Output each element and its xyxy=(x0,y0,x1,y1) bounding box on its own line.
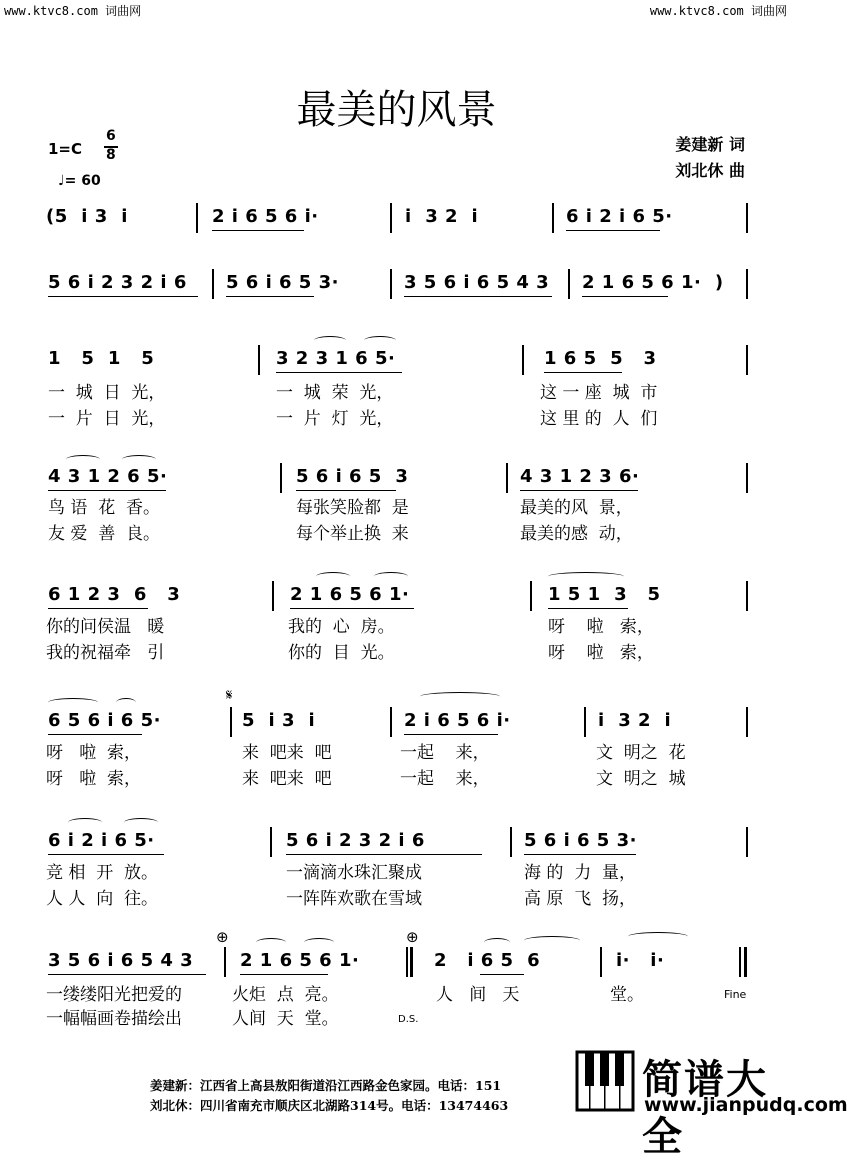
lyric: 你的 目 光。 xyxy=(288,643,395,663)
measure: i 3 2 i xyxy=(598,710,672,731)
beam-line xyxy=(48,854,164,855)
measure: 5 6 i 6 5 3· xyxy=(524,830,637,851)
site-watermark-right[interactable]: www.ktvc8.com 词曲网 xyxy=(649,4,787,18)
lyric: 这 一 座 城 市 xyxy=(540,383,658,403)
beam-line xyxy=(296,490,396,491)
beam-line xyxy=(544,372,622,373)
lyric: 呀 啦 索， xyxy=(46,743,142,763)
slur xyxy=(68,818,102,827)
lyric: 海 的 力 量， xyxy=(524,863,637,883)
site-watermark-left[interactable]: www.ktvc8.com 词曲网 xyxy=(4,4,142,18)
measure: 6 1 2 3 6 3 xyxy=(48,584,181,605)
lyric: 人 人 向 往。 xyxy=(46,889,159,909)
measure: 5 6 i 6 5 3 xyxy=(296,466,409,487)
measure: 3 5 6 i 6 5 4 3 xyxy=(404,272,550,293)
time-signature-bottom: 8 xyxy=(106,147,116,163)
slur xyxy=(374,572,408,581)
lyric: 我的祝福牵 引 xyxy=(46,643,165,663)
slur xyxy=(122,455,156,464)
measure: 2 1 6 5 6 1· xyxy=(240,950,360,971)
lyric: 这 里 的 人 们 xyxy=(540,409,658,429)
beam-line xyxy=(48,974,206,975)
measure: 2 1 6 5 6 1· ) xyxy=(582,272,724,293)
lyric: 最美的感 动， xyxy=(520,524,633,544)
bar-line xyxy=(746,203,748,233)
bar-line xyxy=(600,947,602,977)
slur xyxy=(364,336,396,345)
lyric: 一起 来， xyxy=(400,743,490,763)
lyric: 文 明之 城 xyxy=(596,769,686,789)
slur xyxy=(420,692,500,701)
lyric: 人间 天 堂。 xyxy=(232,1009,339,1029)
bar-line xyxy=(746,707,748,737)
beam-line xyxy=(48,734,142,735)
lyric: 你的问侯温 暖 xyxy=(46,617,165,637)
ds-mark: D.S. xyxy=(398,1014,419,1025)
tempo-marking: ♩= 60 xyxy=(58,173,101,189)
bar-line xyxy=(230,707,232,737)
bar-line xyxy=(746,269,748,299)
measure: 1 6 5 5 3 xyxy=(544,348,657,369)
slur xyxy=(316,572,350,581)
site-logo-name: 简谱大全 xyxy=(642,1057,768,1160)
beam-line xyxy=(548,608,628,609)
composer-credit: 刘北休 曲 xyxy=(675,161,745,180)
bar-line xyxy=(224,947,226,977)
lyric: 竞 相 开 放。 xyxy=(46,863,159,883)
beam-line xyxy=(566,230,660,231)
measure: i 3 2 i xyxy=(405,206,479,227)
bar-line xyxy=(390,269,392,299)
repeat-bar-line-thick xyxy=(410,947,413,977)
beam-line xyxy=(582,296,668,297)
lyric: 一起 来， xyxy=(400,769,490,789)
piano-logo-icon xyxy=(575,1050,635,1112)
lyric: 呀 啦 索， xyxy=(548,617,654,637)
bar-line xyxy=(530,581,532,611)
beam-line xyxy=(404,296,552,297)
beam-line xyxy=(286,854,482,855)
repeat-bar-line xyxy=(406,947,408,977)
beam-line xyxy=(524,854,636,855)
lyric: 我的 心 房。 xyxy=(288,617,395,637)
bar-line xyxy=(390,707,392,737)
lyricist-contact: 姜建新：江西省上高县敖阳街道沿江西路金色家园。电话：151 xyxy=(150,1078,502,1093)
final-bar-line-thick xyxy=(744,947,747,977)
lyric: 高 原 飞 扬， xyxy=(524,889,637,909)
beam-line xyxy=(48,490,166,491)
lyric: 文 明之 花 xyxy=(596,743,686,763)
beam-line xyxy=(212,230,304,231)
lyric: 每个举止换 来 xyxy=(296,524,409,544)
lyric: 来 吧来 吧 xyxy=(242,769,332,789)
composer-contact: 刘北休：四川省南充市顺庆区北湖路314号。电话：13474463 xyxy=(150,1098,509,1113)
beam-line xyxy=(240,974,328,975)
bar-line xyxy=(746,463,748,493)
measure: 4 3 1 2 6 5· xyxy=(48,466,168,487)
bar-line xyxy=(522,345,524,375)
measure: 4 3 1 2 3 6· xyxy=(520,466,640,487)
beam-line xyxy=(226,296,314,297)
measure: 1 5 1 3 5 xyxy=(548,584,661,605)
bar-line xyxy=(196,203,198,233)
lyric: 呀 啦 索， xyxy=(46,769,142,789)
final-bar-line xyxy=(739,947,741,977)
slur xyxy=(314,336,346,345)
slur xyxy=(256,938,286,947)
time-signature-top: 6 xyxy=(106,128,116,144)
lyric: 人 间 天 xyxy=(436,985,520,1005)
measure: 5 6 i 6 5 3· xyxy=(226,272,339,293)
slur xyxy=(548,572,624,581)
beam-line xyxy=(48,608,148,609)
lyricist-credit: 姜建新 词 xyxy=(675,135,745,154)
bar-line xyxy=(746,581,748,611)
lyric: 火炬 点 亮。 xyxy=(232,985,339,1005)
bar-line xyxy=(746,345,748,375)
lyric: 一缕缕阳光把爱的 xyxy=(46,985,182,1005)
slur xyxy=(124,818,158,827)
measure: (5 i 3 i xyxy=(46,206,128,227)
beam-line xyxy=(480,974,524,975)
measure: 3 2 3 1 6 5· xyxy=(276,348,396,369)
lyric: 一幅幅画卷描绘出 xyxy=(46,1009,182,1029)
bar-line xyxy=(506,463,508,493)
lyric: 最美的风 景， xyxy=(520,498,633,518)
measure: 2 i 6 5 6 i· xyxy=(212,206,319,227)
key-signature: 1=C xyxy=(48,140,83,158)
measure: 6 i 2 i 6 5· xyxy=(566,206,673,227)
measure: 3 5 6 i 6 5 4 3 xyxy=(48,950,194,971)
coda-mark: ⊕ xyxy=(216,928,229,946)
beam-line xyxy=(276,372,402,373)
measure: 2 i 6 5 6 i· xyxy=(404,710,511,731)
lyric: 一 城 日 光， xyxy=(48,383,166,403)
lyric: 友 爱 善 良。 xyxy=(48,524,161,544)
lyric: 一 片 日 光， xyxy=(48,409,166,429)
bar-line xyxy=(212,269,214,299)
measure: 1 5 1 5 xyxy=(48,348,155,369)
bar-line xyxy=(746,827,748,857)
slur xyxy=(524,936,580,945)
bar-line xyxy=(584,707,586,737)
lyric: 呀 啦 索， xyxy=(548,643,654,663)
measure: 2 1 6 5 6 1· xyxy=(290,584,410,605)
fine-mark: Fine xyxy=(724,988,747,1001)
bar-line xyxy=(552,203,554,233)
bar-line xyxy=(270,827,272,857)
lyric: 来 吧来 吧 xyxy=(242,743,332,763)
coda-mark: ⊕ xyxy=(406,928,419,946)
lyric: 堂。 xyxy=(610,985,644,1005)
site-logo-url[interactable]: www.jianpudq.com xyxy=(644,1094,848,1116)
lyric: 一 片 灯 光， xyxy=(276,409,394,429)
bar-line xyxy=(272,581,274,611)
slur xyxy=(484,938,510,947)
measure: 5 6 i 2 3 2 i 6 xyxy=(286,830,425,851)
slur xyxy=(66,455,100,464)
beam-line xyxy=(290,608,414,609)
bar-line xyxy=(568,269,570,299)
slur xyxy=(304,938,334,947)
beam-line xyxy=(404,734,498,735)
bar-line xyxy=(510,827,512,857)
bar-line xyxy=(280,463,282,493)
beam-line xyxy=(520,490,638,491)
bar-line xyxy=(390,203,392,233)
slur xyxy=(116,698,136,707)
lyric: 一阵阵欢歌在雪域 xyxy=(286,889,422,909)
slur xyxy=(48,698,98,707)
measure: 2 i 6 5 6 xyxy=(434,950,541,971)
measure: 5 i 3 i xyxy=(242,710,316,731)
measure: i· i· xyxy=(616,950,665,971)
segno-mark: 𝄋 xyxy=(226,686,233,704)
measure: 6 5 6 i 6 5· xyxy=(48,710,161,731)
lyric: 每张笑脸都 是 xyxy=(296,498,409,518)
beam-line xyxy=(48,296,198,297)
bar-line xyxy=(258,345,260,375)
lyric: 一滴滴水珠汇聚成 xyxy=(286,863,422,883)
lyric: 鸟 语 花 香。 xyxy=(48,498,161,518)
lyric: 一 城 荣 光， xyxy=(276,383,394,403)
slur xyxy=(628,932,688,941)
measure: 5 6 i 2 3 2 i 6 xyxy=(48,272,187,293)
song-title: 最美的风景 xyxy=(296,87,497,133)
measure: 6 i 2 i 6 5· xyxy=(48,830,155,851)
